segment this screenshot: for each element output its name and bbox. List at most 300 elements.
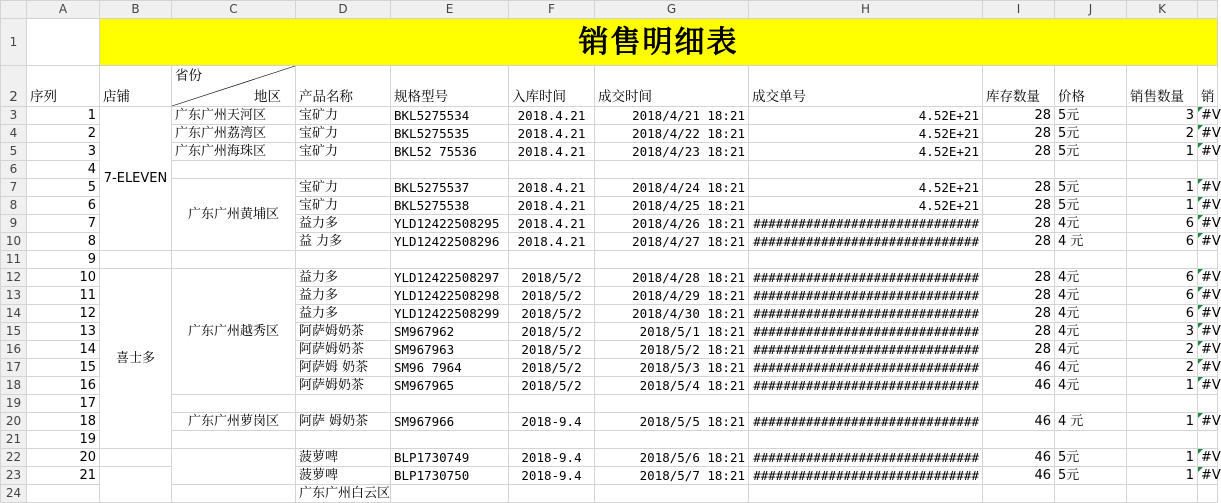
cell-seq[interactable]: 14 (27, 341, 100, 359)
cell-cut[interactable]: #V (1198, 107, 1218, 125)
cell-seq[interactable]: 17 (27, 395, 100, 413)
table-row (1, 395, 1218, 413)
column-header[interactable]: A (27, 1, 100, 19)
cell-seq[interactable]: 16 (27, 377, 100, 395)
cell-seq[interactable]: 1 (27, 107, 100, 125)
cell-deal-time[interactable]: 2018/5/3 18:21 (595, 359, 749, 377)
cell-spec[interactable]: SM96 7964 (391, 359, 509, 377)
cell-stock-date[interactable]: 2018/5/2 (509, 287, 595, 305)
cell-store[interactable]: 7-ELEVEN (100, 107, 172, 251)
header-cut[interactable]: 销 (1198, 66, 1218, 107)
cell-order-no[interactable]: ############################## (749, 305, 983, 323)
cell-spec[interactable]: BKL5275534 (391, 107, 509, 125)
row-header[interactable]: 13 (1, 287, 27, 305)
table-row (1, 431, 1218, 449)
row-header[interactable]: 9 (1, 215, 27, 233)
cell-seq[interactable]: 8 (27, 233, 100, 251)
sheet-title[interactable]: 销售明细表 (100, 19, 1218, 66)
cell-product[interactable]: 阿萨姆奶茶 (296, 377, 391, 395)
header-inventory[interactable]: 库存数量 (983, 66, 1055, 107)
cell-inventory[interactable]: 46 (983, 377, 1055, 395)
cell-product[interactable]: 宝矿力 (296, 125, 391, 143)
cell-product[interactable]: 阿萨姆奶茶 (296, 323, 391, 341)
cell-sales-qty[interactable] (1127, 395, 1198, 413)
cell[interactable] (172, 485, 296, 503)
cell-region[interactable]: 广东广州荔湾区 (172, 125, 296, 143)
cell-sales-qty[interactable]: 1 (1127, 467, 1198, 485)
cell-order-no[interactable] (749, 161, 983, 179)
cell-order-no[interactable]: 4.52E+21 (749, 179, 983, 197)
cell-stock-date[interactable]: 2018.4.21 (509, 179, 595, 197)
cell-spec[interactable]: SM967965 (391, 377, 509, 395)
cell-region[interactable] (172, 395, 296, 413)
cell-price[interactable]: 5元 (1055, 197, 1127, 215)
cell-store[interactable] (100, 251, 172, 269)
cell-inventory[interactable]: 28 (983, 125, 1055, 143)
cell-product[interactable] (296, 161, 391, 179)
row-header[interactable]: 10 (1, 233, 27, 251)
cell-cut[interactable] (1198, 431, 1218, 449)
cell-spec[interactable]: YLD12422508296 (391, 233, 509, 251)
select-all-corner[interactable] (1, 1, 27, 19)
cell-cut[interactable] (1198, 161, 1218, 179)
cell-cut[interactable] (1198, 251, 1218, 269)
row-header[interactable]: 16 (1, 341, 27, 359)
cell-order-no[interactable]: ############################## (749, 233, 983, 251)
cell-deal-time[interactable]: 2018/4/23 18:21 (595, 143, 749, 161)
cell-product[interactable]: 益 力多 (296, 233, 391, 251)
cell-spec[interactable]: BLP1730749 (391, 449, 509, 467)
cell-cut[interactable] (1198, 395, 1218, 413)
cell-spec[interactable] (391, 431, 509, 449)
row-header[interactable]: 23 (1, 467, 27, 485)
cell-order-no[interactable]: ############################## (749, 341, 983, 359)
header-order-no[interactable]: 成交单号 (749, 66, 983, 107)
cell-price[interactable]: 5元 (1055, 179, 1127, 197)
cell-sales-qty[interactable]: 6 (1127, 305, 1198, 323)
cell-stock-date[interactable]: 2018/5/2 (509, 269, 595, 287)
cell-store[interactable] (100, 449, 172, 467)
cell-sales-qty[interactable] (1127, 161, 1198, 179)
cell-inventory[interactable] (983, 431, 1055, 449)
cell-stock-date[interactable]: 2018.4.21 (509, 143, 595, 161)
cell-seq[interactable]: 10 (27, 269, 100, 287)
cell-deal-time[interactable]: 2018/5/7 18:21 (595, 467, 749, 485)
cell-deal-time[interactable] (595, 161, 749, 179)
cell-inventory[interactable] (983, 251, 1055, 269)
cell-region[interactable]: 广东广州天河区 (172, 107, 296, 125)
cell-price[interactable]: 5元 (1055, 449, 1127, 467)
cell-stock-date[interactable] (509, 431, 595, 449)
column-header[interactable]: J (1055, 1, 1127, 19)
cell[interactable] (1127, 485, 1198, 503)
header-province: 省份 (175, 68, 202, 84)
cell-product[interactable] (296, 431, 391, 449)
cell-product[interactable]: 益力多 (296, 287, 391, 305)
title-row (1, 19, 1218, 66)
cell-spec[interactable]: BKL52 75536 (391, 143, 509, 161)
header-stock-date[interactable]: 入库时间 (509, 66, 595, 107)
cell-order-no[interactable]: ############################## (749, 323, 983, 341)
cell-product[interactable]: 阿萨姆奶茶 (296, 341, 391, 359)
cell-price[interactable]: 4元 (1055, 323, 1127, 341)
cell-sales-qty[interactable]: 6 (1127, 215, 1198, 233)
header-store[interactable]: 店铺 (100, 66, 172, 107)
row-header[interactable]: 7 (1, 179, 27, 197)
row-header[interactable]: 1 (1, 19, 27, 66)
cell-cut[interactable]: #V (1198, 179, 1218, 197)
cell-region[interactable] (172, 431, 296, 449)
column-header[interactable]: G (595, 1, 749, 19)
cell-store[interactable] (100, 467, 172, 503)
cell-stock-date[interactable]: 2018.4.21 (509, 215, 595, 233)
cell-stock-date[interactable] (509, 395, 595, 413)
cell-stock-date[interactable]: 2018-9.4 (509, 449, 595, 467)
cell-inventory[interactable]: 46 (983, 449, 1055, 467)
cell-stock-date[interactable]: 2018-9.4 (509, 467, 595, 485)
cell-product[interactable] (296, 251, 391, 269)
cell-inventory[interactable]: 28 (983, 143, 1055, 161)
column-header[interactable]: K (1127, 1, 1198, 19)
cell-region[interactable]: 广东广州萝岗区 (172, 413, 296, 431)
cell-cut[interactable]: #V (1198, 341, 1218, 359)
cell-order-no[interactable]: ############################## (749, 359, 983, 377)
cell-product[interactable]: 菠萝啤 (296, 449, 391, 467)
cell-cut[interactable]: #V (1198, 197, 1218, 215)
cell-spec[interactable]: BKL5275538 (391, 197, 509, 215)
cell-deal-time[interactable]: 2018/4/30 18:21 (595, 305, 749, 323)
row-header[interactable]: 20 (1, 413, 27, 431)
row-header[interactable]: 24 (1, 485, 27, 503)
cell-inventory[interactable]: 28 (983, 341, 1055, 359)
cell-price[interactable]: 4元 (1055, 269, 1127, 287)
table-row (1, 125, 1218, 143)
header-price[interactable]: 价格 (1055, 66, 1127, 107)
cell[interactable] (1055, 485, 1127, 503)
cell-product[interactable]: 宝矿力 (296, 179, 391, 197)
cell-cut[interactable]: #V (1198, 449, 1218, 467)
cell-seq[interactable]: 6 (27, 197, 100, 215)
cell-seq[interactable]: 19 (27, 431, 100, 449)
cell-cut[interactable]: #V (1198, 305, 1218, 323)
column-header[interactable]: C (172, 1, 296, 19)
cell-product[interactable]: 益力多 (296, 215, 391, 233)
cell-deal-time[interactable]: 2018/5/6 18:21 (595, 449, 749, 467)
header-spec[interactable]: 规格型号 (391, 66, 509, 107)
cell-region[interactable] (172, 449, 296, 485)
row-header[interactable]: 17 (1, 359, 27, 377)
cell-order-no[interactable]: ############################## (749, 413, 983, 431)
cell-seq[interactable]: 11 (27, 287, 100, 305)
cell-seq[interactable]: 3 (27, 143, 100, 161)
cell-deal-time[interactable]: 2018/4/25 18:21 (595, 197, 749, 215)
cell-seq[interactable]: 12 (27, 305, 100, 323)
column-header[interactable]: I (983, 1, 1055, 19)
cell-order-no[interactable]: ############################## (749, 449, 983, 467)
cell-deal-time[interactable]: 2018/4/29 18:21 (595, 287, 749, 305)
cell-order-no[interactable]: 4.52E+21 (749, 143, 983, 161)
table-row (1, 107, 1218, 125)
cell-inventory[interactable]: 28 (983, 107, 1055, 125)
cell[interactable] (983, 485, 1055, 503)
cell-price[interactable]: 5元 (1055, 143, 1127, 161)
cell-cut[interactable]: #V (1198, 125, 1218, 143)
row-header[interactable]: 19 (1, 395, 27, 413)
cell-stock-date[interactable]: 2018/5/2 (509, 305, 595, 323)
row-header[interactable]: 3 (1, 107, 27, 125)
cell-stock-date[interactable]: 2018.4.21 (509, 125, 595, 143)
table-row (1, 449, 1218, 467)
row-header[interactable]: 8 (1, 197, 27, 215)
cell-order-no[interactable]: 4.52E+21 (749, 197, 983, 215)
cell-deal-time[interactable] (595, 395, 749, 413)
cell-inventory[interactable]: 46 (983, 413, 1055, 431)
cell-inventory[interactable]: 28 (983, 233, 1055, 251)
cell-price[interactable] (1055, 251, 1127, 269)
cell-seq[interactable]: 9 (27, 251, 100, 269)
cell-inventory[interactable]: 28 (983, 179, 1055, 197)
cell-sales-qty[interactable]: 1 (1127, 197, 1198, 215)
row-header[interactable]: 12 (1, 269, 27, 287)
cell-stock-date[interactable]: 2018-9.4 (509, 413, 595, 431)
cell-price[interactable]: 4 元 (1055, 233, 1127, 251)
cell-price[interactable]: 4元 (1055, 377, 1127, 395)
row-header[interactable]: 11 (1, 251, 27, 269)
column-header[interactable]: D (296, 1, 391, 19)
cell-price[interactable]: 4元 (1055, 305, 1127, 323)
cell-cut[interactable]: #V (1198, 269, 1218, 287)
cell[interactable] (27, 19, 100, 66)
cell-sales-qty[interactable]: 1 (1127, 413, 1198, 431)
cell-stock-date[interactable] (509, 161, 595, 179)
cell-deal-time[interactable]: 2018/5/2 18:21 (595, 341, 749, 359)
row-header[interactable]: 6 (1, 161, 27, 179)
cell-deal-time[interactable]: 2018/4/22 18:21 (595, 125, 749, 143)
cell-cut[interactable]: #V (1198, 377, 1218, 395)
cell-price[interactable]: 4 元 (1055, 413, 1127, 431)
cell-price[interactable] (1055, 161, 1127, 179)
cell-stock-date[interactable]: 2018/5/2 (509, 377, 595, 395)
cell-price[interactable]: 5元 (1055, 467, 1127, 485)
cell-deal-time[interactable]: 2018/4/26 18:21 (595, 215, 749, 233)
cell-price[interactable]: 5元 (1055, 107, 1127, 125)
cell-stock-date[interactable]: 2018/5/2 (509, 341, 595, 359)
cell-cut[interactable]: #V (1198, 323, 1218, 341)
cell-price[interactable] (1055, 431, 1127, 449)
header-province-region[interactable] (172, 66, 296, 107)
cell-seq[interactable]: 20 (27, 449, 100, 467)
cell-deal-time[interactable]: 2018/5/1 18:21 (595, 323, 749, 341)
cell-sales-qty[interactable]: 6 (1127, 269, 1198, 287)
header-row (1, 66, 1218, 107)
cell-spec[interactable]: BKL5275535 (391, 125, 509, 143)
cell-product[interactable]: 阿萨 姆奶茶 (296, 413, 391, 431)
cell-deal-time[interactable] (595, 431, 749, 449)
cell-seq[interactable]: 15 (27, 359, 100, 377)
cell-region-partial[interactable]: 广东广州白云区 (296, 485, 391, 503)
cell-order-no[interactable] (749, 395, 983, 413)
cell-stock-date[interactable]: 2018/5/2 (509, 359, 595, 377)
header-product[interactable]: 产品名称 (296, 66, 391, 107)
cell-cut[interactable]: #V (1198, 287, 1218, 305)
header-seq[interactable]: 序列 (27, 66, 100, 107)
row-header[interactable]: 2 (1, 66, 27, 107)
cell-spec[interactable]: SM967963 (391, 341, 509, 359)
table-row (1, 485, 1218, 503)
cell-cut[interactable]: #V (1198, 143, 1218, 161)
cell-seq[interactable]: 5 (27, 179, 100, 197)
cell-region[interactable] (172, 251, 296, 269)
cell-inventory[interactable] (983, 161, 1055, 179)
cell-stock-date[interactable]: 2018.4.21 (509, 197, 595, 215)
cell-seq[interactable]: 7 (27, 215, 100, 233)
cell-order-no[interactable] (749, 431, 983, 449)
cell-region[interactable] (172, 161, 296, 179)
cell-sales-qty[interactable]: 3 (1127, 107, 1198, 125)
cell-price[interactable]: 4元 (1055, 287, 1127, 305)
cell-sales-qty[interactable]: 2 (1127, 341, 1198, 359)
cell-spec[interactable]: BKL5275537 (391, 179, 509, 197)
row-header[interactable]: 15 (1, 323, 27, 341)
cell-order-no[interactable] (749, 251, 983, 269)
row-header[interactable]: 22 (1, 449, 27, 467)
cell-spec[interactable]: SM967962 (391, 323, 509, 341)
cell-region[interactable]: 广东广州海珠区 (172, 143, 296, 161)
cell-seq[interactable]: 4 (27, 161, 100, 179)
cell-spec[interactable] (391, 251, 509, 269)
cell-inventory[interactable]: 28 (983, 197, 1055, 215)
cell-inventory[interactable]: 46 (983, 467, 1055, 485)
cell-inventory[interactable] (983, 395, 1055, 413)
cell-cut[interactable]: #V (1198, 215, 1218, 233)
cell-product[interactable]: 阿萨姆 奶茶 (296, 359, 391, 377)
cell-cut[interactable]: #V (1198, 467, 1218, 485)
header-sales-qty[interactable]: 销售数量 (1127, 66, 1198, 107)
cell-cut[interactable]: #V (1198, 233, 1218, 251)
cell-sales-qty[interactable] (1127, 431, 1198, 449)
cell-sales-qty[interactable]: 1 (1127, 143, 1198, 161)
cell-spec[interactable] (391, 161, 509, 179)
cell-deal-time[interactable]: 2018/4/24 18:21 (595, 179, 749, 197)
cell-deal-time[interactable]: 2018/4/28 18:21 (595, 269, 749, 287)
cell[interactable] (1198, 485, 1218, 503)
cell-sales-qty[interactable]: 1 (1127, 449, 1198, 467)
cell-stock-date[interactable]: 2018.4.21 (509, 107, 595, 125)
cell-price[interactable] (1055, 395, 1127, 413)
cell[interactable] (509, 485, 595, 503)
cell-deal-time[interactable]: 2018/4/27 18:21 (595, 233, 749, 251)
cell-inventory[interactable]: 28 (983, 215, 1055, 233)
cell-region[interactable]: 广东广州越秀区 (172, 269, 296, 395)
cell-deal-time[interactable]: 2018/5/5 18:21 (595, 413, 749, 431)
header-region: 地区 (254, 89, 281, 105)
cell-product[interactable]: 宝矿力 (296, 143, 391, 161)
cell-spec[interactable]: YLD12422508295 (391, 215, 509, 233)
cell-order-no[interactable]: ############################## (749, 377, 983, 395)
cell-sales-qty[interactable]: 1 (1127, 377, 1198, 395)
cell-spec[interactable] (391, 395, 509, 413)
cell-order-no[interactable]: ############################## (749, 215, 983, 233)
cell-product[interactable]: 益力多 (296, 269, 391, 287)
cell-sales-qty[interactable]: 1 (1127, 179, 1198, 197)
row-header[interactable]: 18 (1, 377, 27, 395)
cell-cut[interactable]: #V (1198, 413, 1218, 431)
cell[interactable] (391, 485, 509, 503)
cell-inventory[interactable]: 28 (983, 305, 1055, 323)
cell-seq[interactable]: 2 (27, 125, 100, 143)
cell-product[interactable]: 宝矿力 (296, 107, 391, 125)
column-header[interactable]: H (749, 1, 983, 19)
cell-price[interactable]: 4元 (1055, 341, 1127, 359)
cell-inventory[interactable]: 28 (983, 323, 1055, 341)
cell-stock-date[interactable]: 2018.4.21 (509, 233, 595, 251)
cell-inventory[interactable]: 46 (983, 359, 1055, 377)
cell-product[interactable] (296, 395, 391, 413)
cell-sales-qty[interactable]: 3 (1127, 323, 1198, 341)
row-header[interactable]: 5 (1, 143, 27, 161)
cell-product[interactable]: 益力多 (296, 305, 391, 323)
cell-sales-qty[interactable] (1127, 251, 1198, 269)
column-header[interactable]: B (100, 1, 172, 19)
cell-order-no[interactable]: ############################## (749, 287, 983, 305)
cell-spec[interactable]: BLP1730750 (391, 467, 509, 485)
cell-seq[interactable]: 18 (27, 413, 100, 431)
cell-deal-time[interactable]: 2018/4/21 18:21 (595, 107, 749, 125)
cell-seq[interactable]: 13 (27, 323, 100, 341)
cell-price[interactable]: 5元 (1055, 125, 1127, 143)
cell-price[interactable]: 4元 (1055, 215, 1127, 233)
header-deal-time[interactable]: 成交时间 (595, 66, 749, 107)
cell-stock-date[interactable] (509, 251, 595, 269)
cell[interactable] (27, 485, 100, 503)
cell-order-no[interactable]: ############################## (749, 467, 983, 485)
cell-stock-date[interactable]: 2018/5/2 (509, 323, 595, 341)
cell-deal-time[interactable] (595, 251, 749, 269)
cell-order-no[interactable]: 4.52E+21 (749, 125, 983, 143)
table-row (1, 179, 1218, 197)
cell-sales-qty[interactable]: 6 (1127, 287, 1198, 305)
row-header[interactable]: 21 (1, 431, 27, 449)
cell-store[interactable]: 喜士多 (100, 269, 172, 449)
cell-sales-qty[interactable]: 2 (1127, 359, 1198, 377)
cell-spec[interactable]: SM967966 (391, 413, 509, 431)
cell-region[interactable]: 广东广州黄埔区 (172, 179, 296, 251)
column-header[interactable]: E (391, 1, 509, 19)
cell-inventory[interactable]: 28 (983, 269, 1055, 287)
cell-seq[interactable]: 21 (27, 467, 100, 485)
cell-spec[interactable]: YLD12422508298 (391, 287, 509, 305)
column-header[interactable]: F (509, 1, 595, 19)
row-header[interactable]: 4 (1, 125, 27, 143)
cell-inventory[interactable]: 28 (983, 287, 1055, 305)
cell-order-no[interactable]: 4.52E+21 (749, 107, 983, 125)
cell-spec[interactable]: YLD12422508297 (391, 269, 509, 287)
cell-deal-time[interactable]: 2018/5/4 18:21 (595, 377, 749, 395)
cell-cut[interactable]: #V (1198, 359, 1218, 377)
cell-product[interactable]: 菠萝啤 (296, 467, 391, 485)
cell-spec[interactable]: YLD12422508299 (391, 305, 509, 323)
cell-sales-qty[interactable]: 2 (1127, 125, 1198, 143)
cell-price[interactable]: 4元 (1055, 359, 1127, 377)
cell[interactable] (749, 485, 983, 503)
column-header[interactable] (1198, 1, 1218, 19)
cell-product[interactable]: 宝矿力 (296, 197, 391, 215)
row-header[interactable]: 14 (1, 305, 27, 323)
cell-order-no[interactable]: ############################## (749, 269, 983, 287)
table-row (1, 161, 1218, 179)
cell-sales-qty[interactable]: 6 (1127, 233, 1198, 251)
cell[interactable] (595, 485, 749, 503)
